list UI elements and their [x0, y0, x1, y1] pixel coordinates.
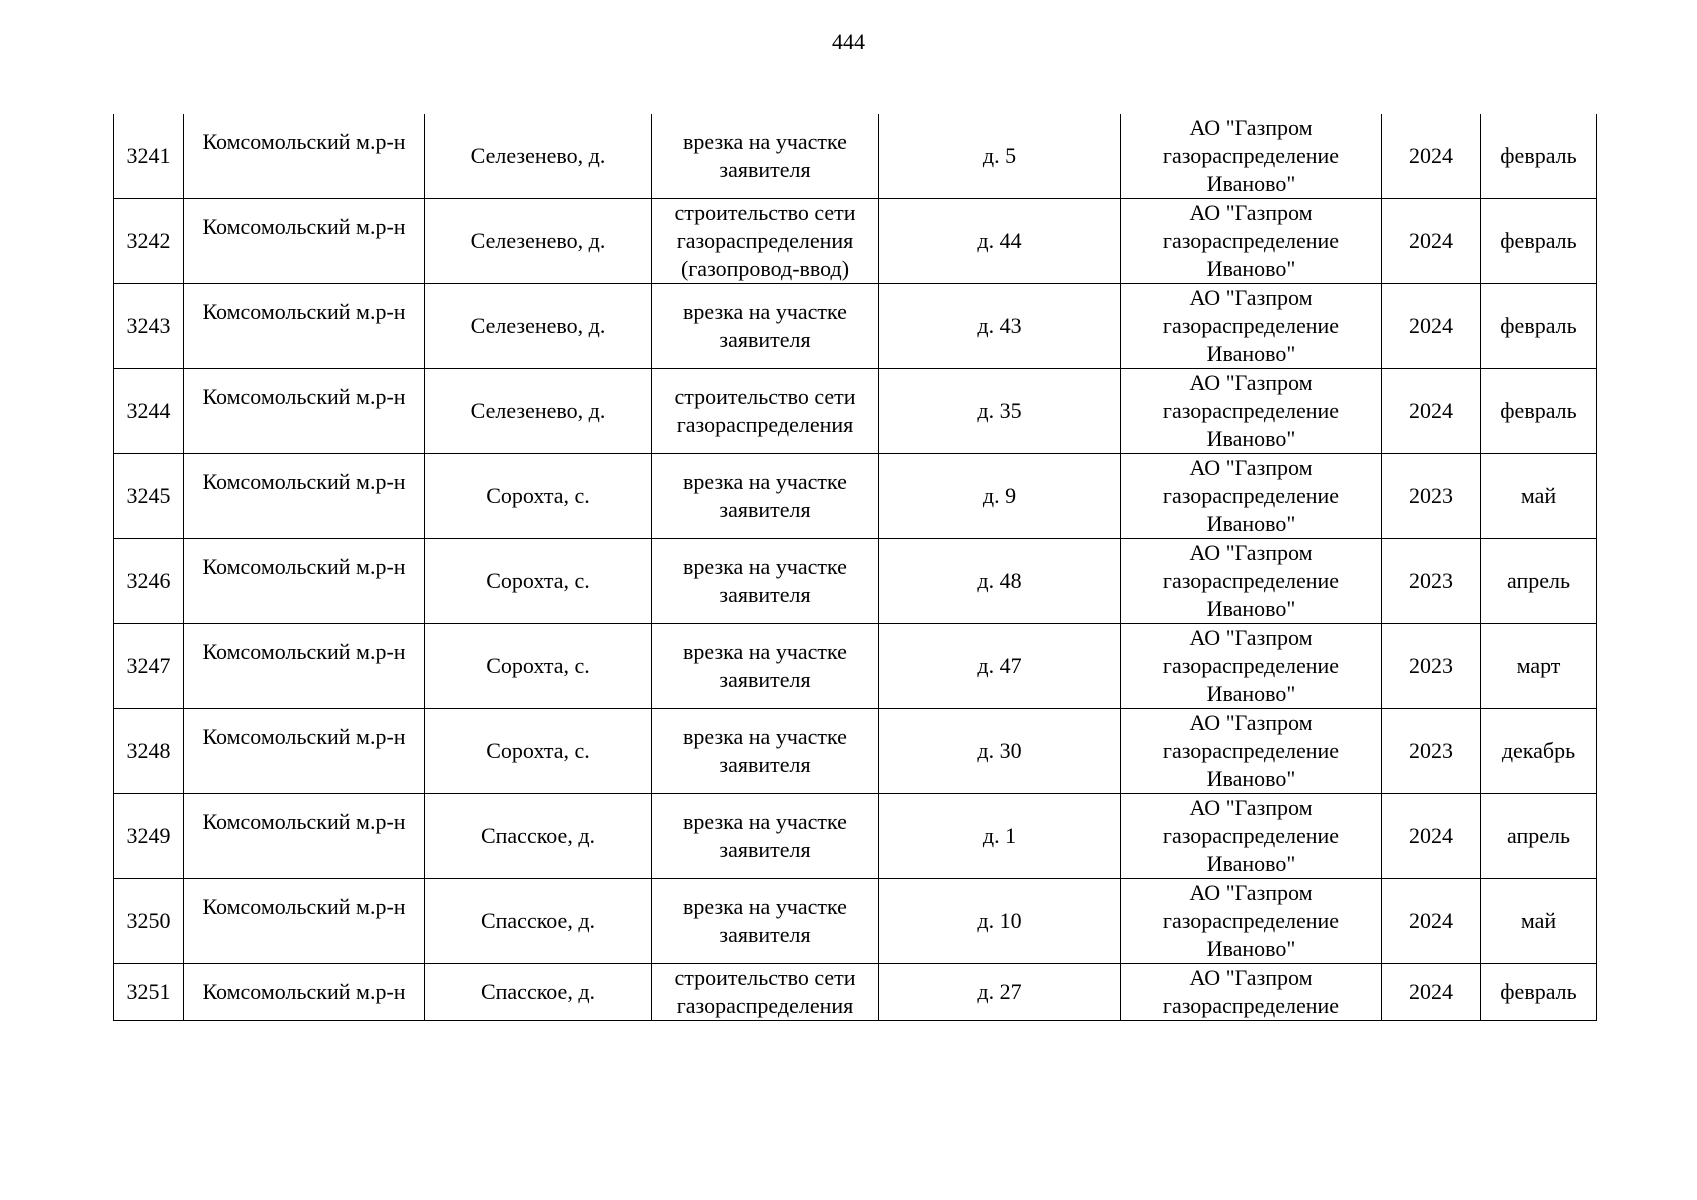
district-cell: [184, 624, 425, 709]
work-type: врезка на участке заявителя: [683, 639, 847, 692]
table-row: [114, 879, 1597, 964]
work-type: строительство сети газораспределения: [674, 384, 856, 437]
house-number: д. 48: [977, 568, 1022, 593]
house-cell: [879, 199, 1121, 284]
year: 2024: [1409, 823, 1453, 848]
work-type-cell: [652, 964, 879, 1021]
table-row: [114, 964, 1597, 1021]
organization-line: АО "Газпром: [1189, 540, 1313, 565]
district: Комсомольский м.р-н: [202, 809, 406, 834]
month-cell: [1481, 964, 1597, 1021]
organization-line: Иваново": [1206, 851, 1296, 876]
organization-cell: [1121, 284, 1382, 369]
district-cell: [184, 539, 425, 624]
settlement-cell: [425, 284, 652, 369]
district: Комсомольский м.р-н: [202, 129, 406, 154]
house-number: д. 27: [977, 979, 1022, 1004]
house-number: д. 44: [977, 228, 1022, 253]
district-cell: [184, 369, 425, 454]
district-cell: [184, 709, 425, 794]
month: март: [1516, 653, 1561, 678]
year: 2024: [1409, 908, 1453, 933]
district-cell: [184, 199, 425, 284]
organization-line: газораспределение: [1162, 313, 1340, 338]
row-number: 3245: [126, 483, 171, 508]
organization-line: АО "Газпром: [1189, 965, 1313, 990]
table-row: [114, 624, 1597, 709]
month-cell: [1481, 369, 1597, 454]
year-cell: [1382, 539, 1481, 624]
organization-line: АО "Газпром: [1189, 795, 1313, 820]
organization-line: Иваново": [1206, 766, 1296, 791]
settlement: Сорохта, с.: [486, 738, 590, 763]
year: 2024: [1409, 228, 1453, 253]
organization-line: АО "Газпром: [1189, 370, 1313, 395]
settlement: Сорохта, с.: [486, 653, 590, 678]
settlement-cell: [425, 794, 652, 879]
district: Комсомольский м.р-н: [202, 554, 406, 579]
organization-line: Иваново": [1206, 681, 1296, 706]
year: 2024: [1409, 143, 1453, 168]
year: 2024: [1409, 979, 1453, 1004]
row-number: 3251: [126, 979, 171, 1004]
work-type: врезка на участке заявителя: [683, 299, 847, 352]
organization-cell: [1121, 709, 1382, 794]
organization-line: Иваново": [1206, 256, 1296, 281]
month-cell: [1481, 114, 1597, 199]
settlement: Селезенево, д.: [470, 143, 606, 168]
organization-line: АО "Газпром: [1189, 115, 1313, 140]
district-cell: [184, 964, 425, 1021]
month: февраль: [1500, 398, 1577, 423]
month: февраль: [1500, 313, 1577, 338]
organization-line: АО "Газпром: [1189, 285, 1313, 310]
organization-line: газораспределение: [1162, 993, 1340, 1018]
month-cell: [1481, 454, 1597, 539]
table-row: [114, 114, 1597, 199]
work-type-cell: [652, 454, 879, 539]
month-cell: [1481, 794, 1597, 879]
work-type-cell: [652, 284, 879, 369]
organization-line: АО "Газпром: [1189, 710, 1313, 735]
row-number: 3248: [126, 738, 171, 763]
month-cell: [1481, 199, 1597, 284]
settlement-cell: [425, 369, 652, 454]
organization-line: АО "Газпром: [1189, 880, 1313, 905]
month: февраль: [1500, 143, 1577, 168]
district-cell: [184, 284, 425, 369]
month: май: [1520, 908, 1557, 933]
row-number-cell: [114, 539, 184, 624]
month: февраль: [1500, 228, 1577, 253]
settlement-cell: [425, 114, 652, 199]
house-number: д. 43: [977, 313, 1022, 338]
district: Комсомольский м.р-н: [202, 469, 406, 494]
organization-line: АО "Газпром: [1189, 455, 1313, 480]
month-cell: [1481, 624, 1597, 709]
district: Комсомольский м.р-н: [202, 214, 406, 239]
organization-line: Иваново": [1206, 511, 1296, 536]
organization-cell: [1121, 369, 1382, 454]
year-cell: [1382, 284, 1481, 369]
district-cell: [184, 114, 425, 199]
work-type-cell: [652, 539, 879, 624]
month-cell: [1481, 709, 1597, 794]
house-number: д. 5: [982, 143, 1017, 168]
organization-line: газораспределение: [1162, 568, 1340, 593]
year-cell: [1382, 454, 1481, 539]
organization-line: газораспределение: [1162, 143, 1340, 168]
settlement-cell: [425, 199, 652, 284]
work-type-cell: [652, 879, 879, 964]
organization-line: Иваново": [1206, 596, 1296, 621]
house-number: д. 1: [982, 823, 1017, 848]
row-number-cell: [114, 114, 184, 199]
organization-line: Иваново": [1206, 936, 1296, 961]
district-cell: [184, 454, 425, 539]
year-cell: [1382, 879, 1481, 964]
table-row: [114, 794, 1597, 879]
organization-line: газораспределение: [1162, 228, 1340, 253]
house-number: д. 47: [977, 653, 1022, 678]
row-number-cell: [114, 709, 184, 794]
year-cell: [1382, 964, 1481, 1021]
year: 2024: [1409, 313, 1453, 338]
house-number: д. 9: [982, 483, 1017, 508]
year-cell: [1382, 114, 1481, 199]
district: Комсомольский м.р-н: [202, 724, 406, 749]
organization-line: Иваново": [1206, 171, 1296, 196]
settlement: Селезенево, д.: [470, 228, 606, 253]
settlement: Селезенево, д.: [470, 398, 606, 423]
district: Комсомольский м.р-н: [202, 639, 406, 664]
organization-line: газораспределение: [1162, 823, 1340, 848]
district: Комсомольский м.р-н: [202, 384, 406, 409]
page-number: 444: [832, 29, 865, 54]
district-cell: [184, 879, 425, 964]
table-row: [114, 709, 1597, 794]
house-cell: [879, 709, 1121, 794]
month: декабрь: [1501, 738, 1576, 763]
table-row: [114, 199, 1597, 284]
district-cell: [184, 794, 425, 879]
house-cell: [879, 794, 1121, 879]
work-type: строительство сети газораспределения (газопровод-ввод): [674, 200, 856, 281]
work-type-cell: [652, 709, 879, 794]
work-type: врезка на участке заявителя: [683, 809, 847, 862]
house-cell: [879, 454, 1121, 539]
work-type: врезка на участке заявителя: [683, 469, 847, 522]
district: Комсомольский м.р-н: [202, 299, 406, 324]
work-type-cell: [652, 199, 879, 284]
settlement-cell: [425, 879, 652, 964]
year-cell: [1382, 794, 1481, 879]
organization-cell: [1121, 114, 1382, 199]
organization-line: газораспределение: [1162, 908, 1340, 933]
row-number: 3242: [126, 228, 171, 253]
organization-line: газораспределение: [1162, 653, 1340, 678]
district: Комсомольский м.р-н: [202, 894, 406, 919]
house-cell: [879, 284, 1121, 369]
gas-connection-table: [113, 114, 1597, 1021]
house-cell: [879, 114, 1121, 199]
month: апрель: [1506, 823, 1571, 848]
row-number: 3244: [126, 398, 171, 423]
table-row: [114, 369, 1597, 454]
year: 2023: [1409, 483, 1453, 508]
organization-line: Иваново": [1206, 341, 1296, 366]
row-number-cell: [114, 454, 184, 539]
year: 2023: [1409, 568, 1453, 593]
settlement-cell: [425, 539, 652, 624]
work-type: врезка на участке заявителя: [683, 129, 847, 182]
organization-line: Иваново": [1206, 426, 1296, 451]
month: май: [1520, 483, 1557, 508]
house-cell: [879, 369, 1121, 454]
house-cell: [879, 964, 1121, 1021]
organization-cell: [1121, 199, 1382, 284]
row-number-cell: [114, 624, 184, 709]
table-row: [114, 454, 1597, 539]
settlement: Спасское, д.: [480, 908, 596, 933]
organization-line: газораспределение: [1162, 738, 1340, 763]
work-type-cell: [652, 624, 879, 709]
year: 2023: [1409, 653, 1453, 678]
month-cell: [1481, 879, 1597, 964]
organization-line: газораспределение: [1162, 398, 1340, 423]
work-type: врезка на участке заявителя: [683, 894, 847, 947]
month-cell: [1481, 284, 1597, 369]
organization-cell: [1121, 794, 1382, 879]
settlement: Сорохта, с.: [486, 483, 590, 508]
settlement: Сорохта, с.: [486, 568, 590, 593]
settlement: Спасское, д.: [480, 823, 596, 848]
row-number-cell: [114, 284, 184, 369]
organization-line: АО "Газпром: [1189, 625, 1313, 650]
row-number-cell: [114, 199, 184, 284]
house-cell: [879, 624, 1121, 709]
row-number: 3241: [126, 143, 171, 168]
row-number-cell: [114, 964, 184, 1021]
month: апрель: [1506, 568, 1571, 593]
organization-cell: [1121, 539, 1382, 624]
year: 2024: [1409, 398, 1453, 423]
house-number: д. 10: [977, 908, 1022, 933]
settlement-cell: [425, 709, 652, 794]
organization-cell: [1121, 879, 1382, 964]
year-cell: [1382, 624, 1481, 709]
row-number-cell: [114, 369, 184, 454]
month-cell: [1481, 539, 1597, 624]
row-number-cell: [114, 794, 184, 879]
organization-line: АО "Газпром: [1189, 200, 1313, 225]
work-type: врезка на участке заявителя: [683, 724, 847, 777]
house-cell: [879, 879, 1121, 964]
settlement: Селезенево, д.: [470, 313, 606, 338]
row-number: 3243: [126, 313, 171, 338]
work-type: врезка на участке заявителя: [683, 554, 847, 607]
row-number-cell: [114, 879, 184, 964]
work-type-cell: [652, 114, 879, 199]
table-row: [114, 539, 1597, 624]
organization-cell: [1121, 964, 1382, 1021]
year-cell: [1382, 709, 1481, 794]
month: февраль: [1500, 979, 1577, 1004]
house-number: д. 30: [977, 738, 1022, 763]
settlement: Спасское, д.: [480, 979, 596, 1004]
work-type-cell: [652, 794, 879, 879]
settlement-cell: [425, 454, 652, 539]
row-number: 3250: [126, 908, 171, 933]
organization-line: газораспределение: [1162, 483, 1340, 508]
organization-cell: [1121, 624, 1382, 709]
row-number: 3249: [126, 823, 171, 848]
house-cell: [879, 539, 1121, 624]
work-type-cell: [652, 369, 879, 454]
table-row: [114, 284, 1597, 369]
district: Комсомольский м.р-н: [202, 979, 406, 1004]
year: 2023: [1409, 738, 1453, 763]
year-cell: [1382, 369, 1481, 454]
year-cell: [1382, 199, 1481, 284]
settlement-cell: [425, 964, 652, 1021]
row-number: 3247: [126, 653, 171, 678]
row-number: 3246: [126, 568, 171, 593]
settlement-cell: [425, 624, 652, 709]
table-body: [114, 114, 1597, 1021]
house-number: д. 35: [977, 398, 1022, 423]
organization-cell: [1121, 454, 1382, 539]
work-type: строительство сети газораспределения: [674, 965, 856, 1018]
